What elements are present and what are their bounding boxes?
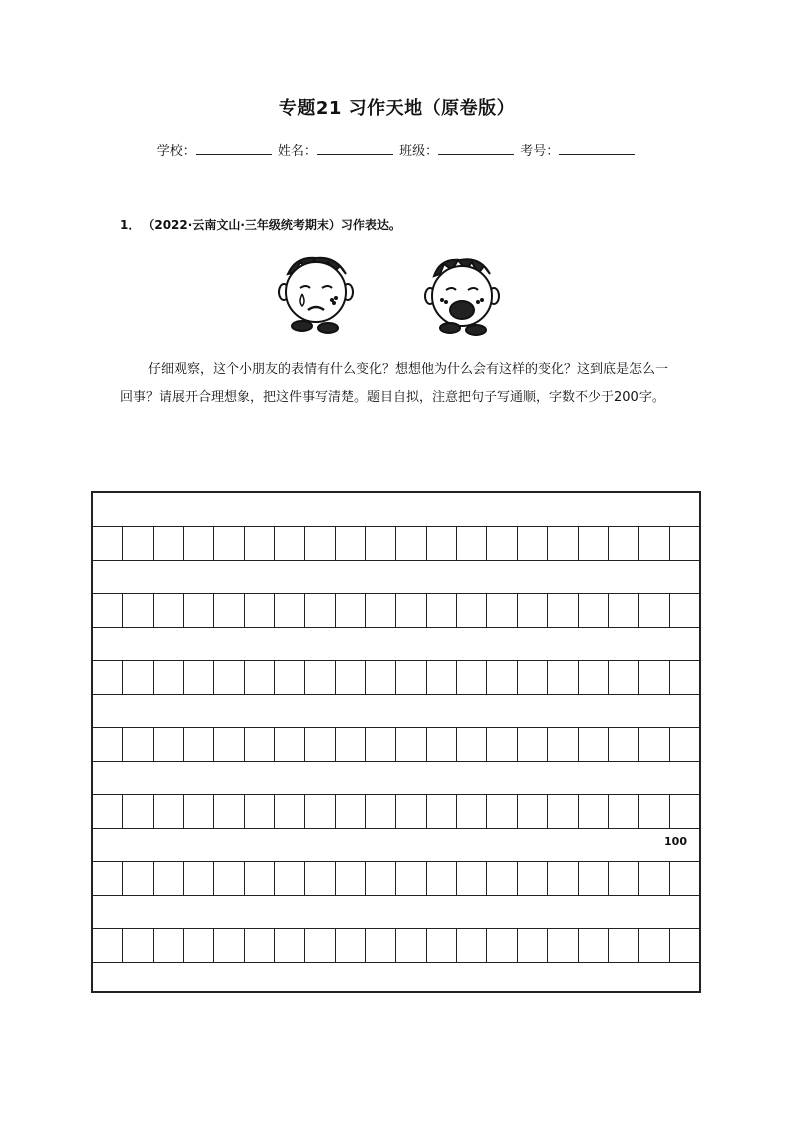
- grid-cell[interactable]: [487, 594, 517, 627]
- grid-cell[interactable]: [154, 728, 184, 761]
- grid-gap-row: [93, 963, 699, 991]
- class-blank[interactable]: [438, 141, 514, 155]
- grid-cell[interactable]: [214, 594, 244, 627]
- grid-cell[interactable]: [457, 728, 487, 761]
- grid-cell[interactable]: [245, 728, 275, 761]
- grid-cell[interactable]: [366, 929, 396, 962]
- grid-cell[interactable]: [184, 862, 214, 895]
- grid-cell[interactable]: [336, 795, 366, 828]
- grid-cell[interactable]: [579, 728, 609, 761]
- laughing-boy-icon: [425, 259, 499, 335]
- grid-cell[interactable]: [305, 795, 335, 828]
- grid-cell[interactable]: [487, 661, 517, 694]
- grid-cell[interactable]: [154, 862, 184, 895]
- grid-cell[interactable]: [366, 594, 396, 627]
- grid-cell[interactable]: [93, 795, 123, 828]
- grid-cell[interactable]: [427, 862, 457, 895]
- page-title: 专题21 习作天地（原卷版）: [278, 98, 516, 119]
- grid-cell-row[interactable]: [93, 661, 699, 695]
- grid-cell[interactable]: [427, 661, 457, 694]
- grid-cell[interactable]: [123, 795, 153, 828]
- grid-cell[interactable]: [245, 795, 275, 828]
- grid-cell[interactable]: [639, 728, 669, 761]
- grid-cell[interactable]: [548, 728, 578, 761]
- grid-cell[interactable]: [275, 527, 305, 560]
- grid-cell[interactable]: [427, 728, 457, 761]
- question-number: 1．: [120, 218, 141, 232]
- grid-cell[interactable]: [609, 862, 639, 895]
- grid-cell[interactable]: [548, 594, 578, 627]
- grid-cell[interactable]: [639, 527, 669, 560]
- grid-cell[interactable]: [336, 594, 366, 627]
- grid-cell[interactable]: [184, 527, 214, 560]
- grid-cell[interactable]: [457, 929, 487, 962]
- name-field: [278, 140, 395, 159]
- grid-cell[interactable]: [427, 527, 457, 560]
- grid-cell[interactable]: [548, 795, 578, 828]
- grid-cell-row[interactable]: [93, 862, 699, 896]
- grid-cell[interactable]: [245, 594, 275, 627]
- grid-cell[interactable]: [579, 929, 609, 962]
- grid-cell[interactable]: [670, 862, 699, 895]
- grid-cell[interactable]: [123, 862, 153, 895]
- grid-cell[interactable]: [670, 795, 699, 828]
- grid-gap-row: [93, 628, 699, 661]
- grid-cell[interactable]: [639, 929, 669, 962]
- grid-cell[interactable]: [93, 527, 123, 560]
- grid-cell[interactable]: [93, 862, 123, 895]
- grid-cell[interactable]: [275, 862, 305, 895]
- grid-cell[interactable]: [609, 527, 639, 560]
- grid-gap-row: [93, 695, 699, 728]
- grid-gap-row: [93, 561, 699, 594]
- grid-cell[interactable]: [579, 527, 609, 560]
- question-heading: [120, 216, 401, 233]
- grid-cell[interactable]: [579, 795, 609, 828]
- grid-cell[interactable]: [396, 862, 426, 895]
- grid-cell[interactable]: [154, 527, 184, 560]
- grid-gap-row-marker: [93, 829, 699, 862]
- grid-cell[interactable]: [518, 929, 548, 962]
- grid-gap-row: [93, 896, 699, 929]
- grid-cell[interactable]: [275, 929, 305, 962]
- grid-cell[interactable]: [457, 661, 487, 694]
- grid-cell[interactable]: [487, 929, 517, 962]
- grid-cell[interactable]: [396, 527, 426, 560]
- grid-cell[interactable]: [396, 929, 426, 962]
- grid-cell[interactable]: [548, 862, 578, 895]
- grid-cell[interactable]: [93, 728, 123, 761]
- grid-cell[interactable]: [639, 661, 669, 694]
- grid-cell[interactable]: [487, 527, 517, 560]
- writing-prompt: 仔细观察，这个小朋友的表情有什么变化？想想他为什么会有这样的变化？这到底是怎么一回事？请展开合理想象，把这件事写清楚。题目自拟，注意把句子写通顺，字数不少于200字。: [120, 362, 669, 405]
- grid-cell[interactable]: [427, 795, 457, 828]
- grid-cell[interactable]: [214, 661, 244, 694]
- grid-cell[interactable]: [609, 594, 639, 627]
- grid-gap-row: [93, 762, 699, 795]
- grid-cell[interactable]: [487, 862, 517, 895]
- exam-number-blank[interactable]: [559, 141, 635, 155]
- grid-cell[interactable]: [336, 661, 366, 694]
- grid-cell[interactable]: [305, 661, 335, 694]
- grid-cell[interactable]: [670, 661, 699, 694]
- grid-cell[interactable]: [487, 728, 517, 761]
- grid-cell-row[interactable]: [93, 594, 699, 628]
- grid-cell[interactable]: [518, 862, 548, 895]
- grid-cell[interactable]: [670, 728, 699, 761]
- grid-cell[interactable]: [457, 527, 487, 560]
- grid-cell[interactable]: [366, 795, 396, 828]
- grid-cell[interactable]: [214, 728, 244, 761]
- grid-cell[interactable]: [518, 661, 548, 694]
- grid-cell[interactable]: [305, 929, 335, 962]
- grid-cell[interactable]: [245, 661, 275, 694]
- faces-illustration: [270, 252, 510, 336]
- grid-cell[interactable]: [518, 728, 548, 761]
- grid-cell[interactable]: [609, 929, 639, 962]
- grid-cell[interactable]: [457, 795, 487, 828]
- name-blank[interactable]: [317, 141, 393, 155]
- grid-cell[interactable]: [305, 728, 335, 761]
- grid-cell[interactable]: [518, 527, 548, 560]
- grid-cell[interactable]: [396, 661, 426, 694]
- grid-cell[interactable]: [427, 594, 457, 627]
- grid-cell[interactable]: [214, 527, 244, 560]
- grid-cell[interactable]: [184, 795, 214, 828]
- grid-cell[interactable]: [366, 527, 396, 560]
- grid-cell-row[interactable]: [93, 795, 699, 829]
- name-label: 姓名：: [277, 144, 317, 159]
- grid-cell[interactable]: [396, 795, 426, 828]
- grid-cell[interactable]: [214, 929, 244, 962]
- grid-cell[interactable]: [396, 594, 426, 627]
- grid-cell[interactable]: [457, 862, 487, 895]
- grid-cell[interactable]: [427, 929, 457, 962]
- grid-cell[interactable]: [154, 795, 184, 828]
- question-text: （2022·云南文山·三年级统考期末）习作表达。: [148, 218, 401, 232]
- grid-cell[interactable]: [184, 594, 214, 627]
- grid-cell[interactable]: [579, 661, 609, 694]
- grid-cell-row[interactable]: [93, 929, 699, 963]
- grid-cell[interactable]: [487, 795, 517, 828]
- grid-cell[interactable]: [123, 594, 153, 627]
- grid-cell[interactable]: [639, 795, 669, 828]
- grid-cell[interactable]: [214, 862, 244, 895]
- grid-cell[interactable]: [123, 728, 153, 761]
- grid-cell[interactable]: [275, 795, 305, 828]
- grid-cell[interactable]: [305, 862, 335, 895]
- grid-cell[interactable]: [579, 862, 609, 895]
- grid-cell-row[interactable]: [93, 527, 699, 561]
- grid-cell[interactable]: [123, 527, 153, 560]
- grid-cell[interactable]: [609, 661, 639, 694]
- grid-cell[interactable]: [548, 527, 578, 560]
- grid-cell[interactable]: [123, 661, 153, 694]
- grid-cell[interactable]: [305, 527, 335, 560]
- class-field: [399, 140, 516, 159]
- school-field: [157, 140, 274, 159]
- grid-cell[interactable]: [123, 929, 153, 962]
- grid-cell[interactable]: [548, 929, 578, 962]
- crying-boy-icon: [279, 258, 353, 333]
- grid-cell[interactable]: [154, 929, 184, 962]
- grid-cell[interactable]: [336, 527, 366, 560]
- grid-cell[interactable]: [579, 594, 609, 627]
- grid-cell[interactable]: [670, 527, 699, 560]
- grid-cell[interactable]: [670, 594, 699, 627]
- exam-number-label: 考号：: [520, 144, 560, 159]
- exam-number-field: [520, 140, 637, 159]
- grid-cell[interactable]: [366, 728, 396, 761]
- grid-cell[interactable]: [305, 594, 335, 627]
- grid-cell[interactable]: [184, 661, 214, 694]
- grid-cell[interactable]: [184, 929, 214, 962]
- illustration: [270, 252, 510, 336]
- class-label: 班级：: [399, 144, 439, 159]
- grid-cell[interactable]: [639, 594, 669, 627]
- grid-cell-row[interactable]: [93, 728, 699, 762]
- grid-cell[interactable]: [518, 594, 548, 627]
- grid-cell[interactable]: [518, 795, 548, 828]
- grid-cell[interactable]: [275, 661, 305, 694]
- grid-cell[interactable]: [184, 728, 214, 761]
- grid-cell[interactable]: [336, 929, 366, 962]
- grid-cell[interactable]: [609, 728, 639, 761]
- grid-gap-row: [93, 493, 699, 527]
- word-count-marker: 100: [664, 835, 687, 848]
- grid-cell[interactable]: [457, 594, 487, 627]
- grid-cell[interactable]: [639, 862, 669, 895]
- grid-cell[interactable]: [154, 594, 184, 627]
- grid-cell[interactable]: [275, 728, 305, 761]
- grid-cell[interactable]: [93, 594, 123, 627]
- grid-cell[interactable]: [670, 929, 699, 962]
- grid-cell[interactable]: [366, 862, 396, 895]
- grid-cell[interactable]: [366, 661, 396, 694]
- grid-cell[interactable]: [245, 929, 275, 962]
- grid-cell[interactable]: [245, 527, 275, 560]
- grid-cell[interactable]: [548, 661, 578, 694]
- grid-cell[interactable]: [93, 661, 123, 694]
- school-label: 学校：: [156, 144, 196, 159]
- grid-cell[interactable]: [609, 795, 639, 828]
- school-blank[interactable]: [196, 141, 272, 155]
- grid-cell[interactable]: [275, 594, 305, 627]
- grid-cell[interactable]: [93, 929, 123, 962]
- writing-grid[interactable]: [91, 491, 701, 993]
- student-info-line: [0, 140, 794, 159]
- grid-cell[interactable]: [245, 862, 275, 895]
- grid-cell[interactable]: [154, 661, 184, 694]
- grid-cell[interactable]: [214, 795, 244, 828]
- grid-cell[interactable]: [396, 728, 426, 761]
- grid-cell[interactable]: [336, 728, 366, 761]
- grid-cell[interactable]: [336, 862, 366, 895]
